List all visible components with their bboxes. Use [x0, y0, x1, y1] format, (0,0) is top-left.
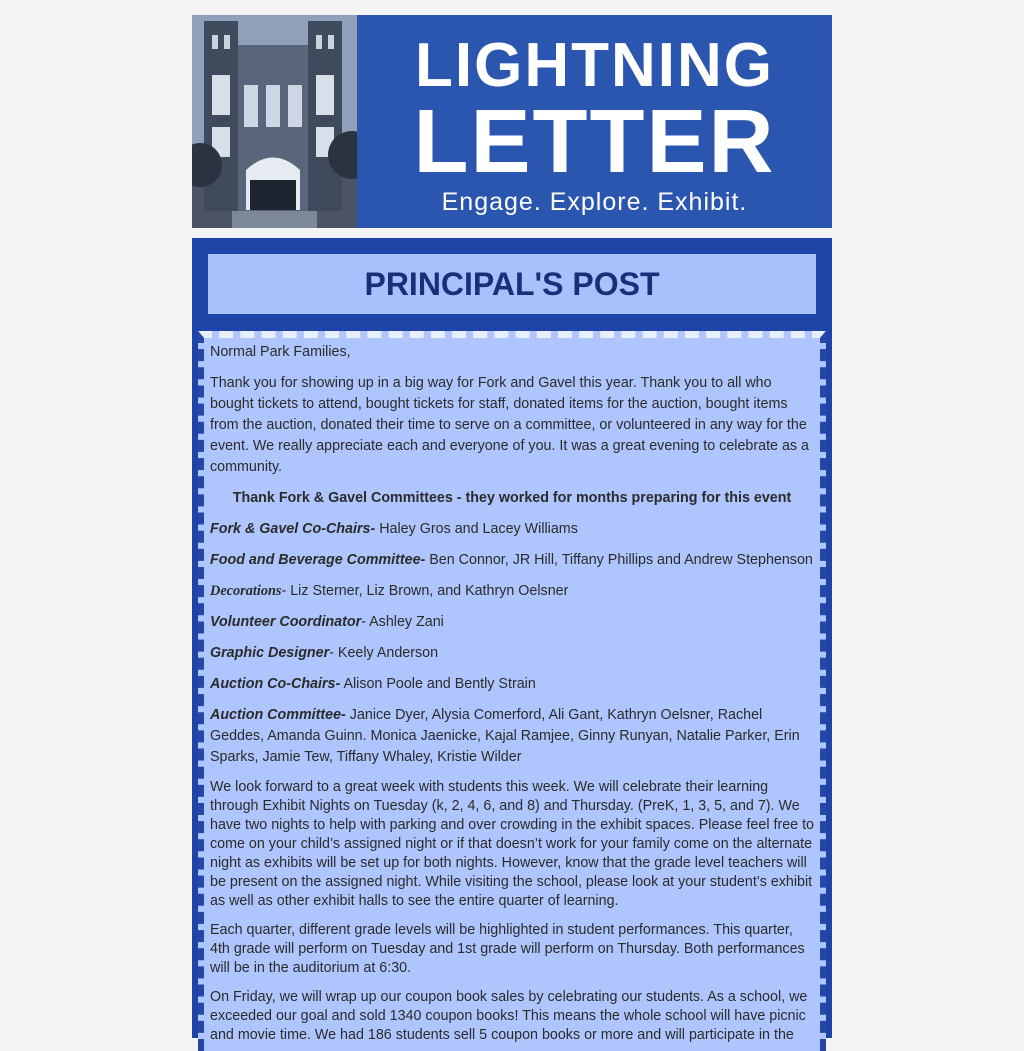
greeting: Normal Park Families,: [210, 344, 351, 360]
exhibit-nights-paragraph: We look forward to a great week with students this week. We will celebrate their learning through Exhibit Nights on Tuesday (k, 2, 4, 6, and 8) and Thursday. (PreK, 1, 3, 5, and 7). We have two nights to help with parking and over crowding in the exhibit spaces. Please feel free to come on your child’s assigned night or if that doesn’t work for your family come on the alternate night as exhibits will be set up for both nights. However, know that the grade level teachers will be present on the assigned night. While visiting the school, please look at your student’s exhibit as well as other exhibit halls to see the entire quarter of learning.: [210, 779, 815, 909]
committee-role: Auction Committee-: [210, 707, 346, 723]
coupon-books-paragraph: On Friday, we will wrap up our coupon book sales by celebrating our students. As a school, we exceeded our goal and sold 1340 coupon books! This means the whole school will have picnic and movie time. We had 186 students sell 5 coupon books or more and will participate in the: [210, 989, 808, 1043]
newsletter: [192, 15, 832, 1043]
committee-item: [210, 581, 814, 602]
committee-role: Decorations: [210, 583, 282, 599]
committee-names: Janice Dyer, Alysia Comerford, Ali Gant, Kathryn Oelsner, Rachel Geddes, Amanda Guinn. Monica Jaenicke, Kajal Ramjee, Ginny Runyan, Natalie Parker, Erin Sparks, Jamie Tew, Tiffany Whaley, Kristie Wilder: [210, 707, 800, 765]
committee-role: Graphic Designer: [210, 645, 330, 661]
principals-post-section: [192, 238, 832, 1043]
newsletter-brand: [357, 15, 832, 228]
committee-names: Alison Poole and Bently Strain: [340, 676, 536, 692]
committee-item: [210, 550, 814, 571]
committee-item: [210, 705, 814, 768]
school-building-icon: [192, 15, 357, 228]
brand-line-lightning: LIGHTNING: [415, 31, 774, 100]
newsletter-banner: [192, 15, 832, 228]
committee-names: Ben Connor, JR Hill, Tiffany Phillips and Andrew Stephenson: [425, 552, 813, 568]
brand-line-letter: LETTER: [413, 92, 776, 192]
performances-paragraph: Each quarter, different grade levels will be highlighted in student performances. This quarter, 4th grade will perform on Tuesday and 1st grade will perform on Thursday. Both performances will be in the auditorium at 6:30.: [210, 922, 805, 976]
section-title: PRINCIPAL'S POST: [208, 254, 816, 314]
committee-item: [210, 674, 814, 695]
committee-role: Volunteer Coordinator: [210, 614, 362, 630]
school-building-photo: [192, 15, 357, 228]
committee-role: Fork & Gavel Co-Chairs-: [210, 521, 376, 537]
committee-item: [210, 612, 814, 633]
committee-names: Haley Gros and Lacey Williams: [375, 521, 578, 537]
committees-heading: Thank Fork & Gavel Committees - they worked for months preparing for this event: [232, 490, 792, 506]
committee-names: - Liz Sterner, Liz Brown, and Kathryn Oelsner: [281, 583, 569, 599]
committee-item: [210, 519, 814, 540]
committee-names: - Keely Anderson: [329, 645, 439, 661]
committee-item: [210, 643, 814, 664]
brand-tagline: Engage. Explore. Exhibit.: [441, 188, 748, 216]
intro-paragraph: Thank you for showing up in a big way for Fork and Gavel this year. Thank you to all who bought tickets to attend, bought tickets for staff, donated items for the auction, bought items from the auction, donated their time to serve on a committee, or volunteered in any way for the event. We really appreciate each and everyone of you. It was a great evening to celebrate as a community.: [210, 375, 809, 475]
committee-role: Auction Co-Chairs-: [210, 676, 341, 692]
committee-role: Food and Beverage Committee-: [210, 552, 426, 568]
committee-names: - Ashley Zani: [361, 614, 444, 630]
principals-post-body: [198, 331, 826, 1051]
